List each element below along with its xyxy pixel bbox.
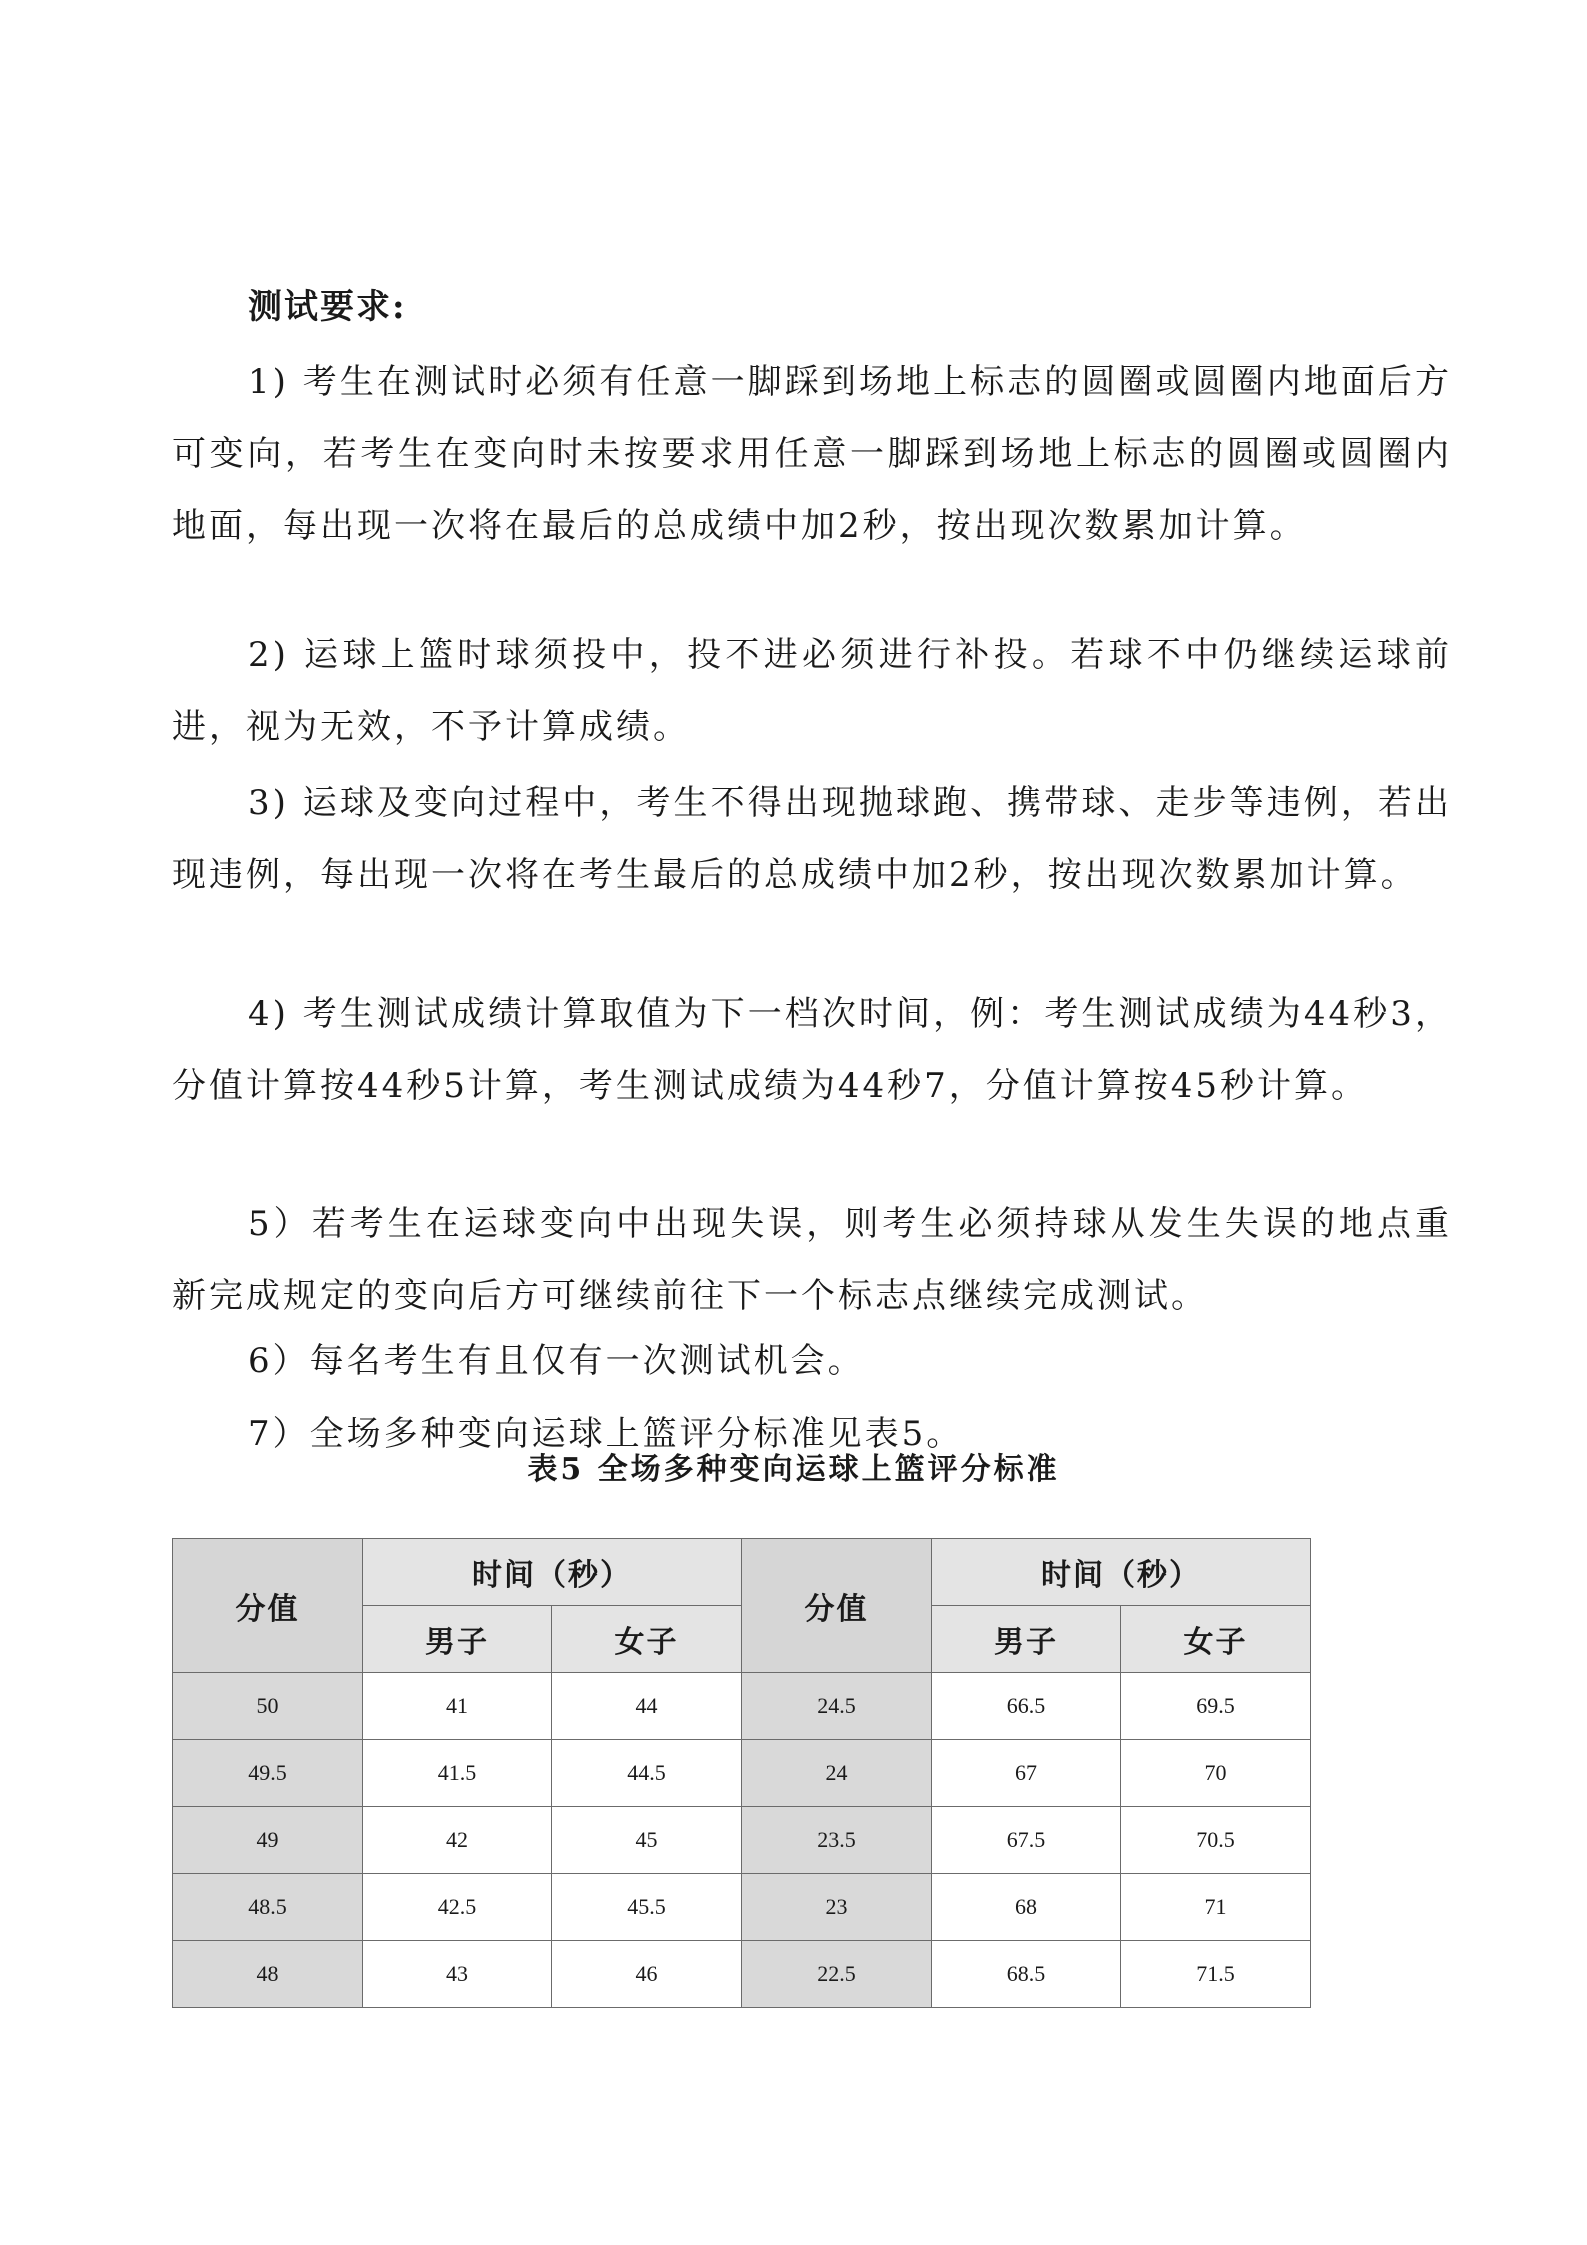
paragraph-1: 1) 考生在测试时必须有任意一脚踩到场地上标志的圆圈或圆圈内地面后方可变向，若考生在变向时未按要求用任意一脚踩到场地上标志的圆圈或圆圈内地面，每出现一次将在最后的总成绩中加2秒，按出现次数累加计算。: [172, 362, 1452, 546]
header-female-right: 女子: [1121, 1606, 1311, 1673]
cell-female-time: 70: [1121, 1740, 1311, 1807]
cell-female-time: 70.5: [1121, 1807, 1311, 1874]
table-row: [173, 1941, 1311, 2008]
paragraph-2: 2) 运球上篮时球须投中，投不进必须进行补投。若球不中仍继续运球前进，视为无效，不予计算成绩。: [172, 635, 1452, 747]
cell-score: 49: [173, 1807, 363, 1874]
table-row: [173, 1874, 1311, 1941]
cell-score: 23: [742, 1874, 932, 1941]
cell-score: 24.5: [742, 1673, 932, 1740]
cell-female-time: 71: [1121, 1874, 1311, 1941]
table-row: [173, 1740, 1311, 1807]
cell-female-time: 46: [552, 1941, 742, 2008]
table-row: [173, 1807, 1311, 1874]
cell-female-time: 45.5: [552, 1874, 742, 1941]
table-caption: 表5 全场多种变向运球上篮评分标准: [527, 1452, 1060, 1487]
table-row: [173, 1673, 1311, 1740]
section-heading: 测试要求:: [248, 287, 407, 327]
paragraph-5: 5）若考生在运球变向中出现失误，则考生必须持球从发生失误的地点重新完成规定的变向后方可继续前往下一个标志点继续完成测试。: [172, 1204, 1452, 1316]
cell-score: 22.5: [742, 1941, 932, 2008]
cell-score: 49.5: [173, 1740, 363, 1807]
cell-male-time: 67.5: [932, 1807, 1121, 1874]
cell-male-time: 43: [363, 1941, 552, 2008]
header-male-right: 男子: [932, 1606, 1121, 1673]
header-time-left: 时间（秒）: [363, 1539, 742, 1606]
cell-score: 23.5: [742, 1807, 932, 1874]
score-table: [172, 1538, 1311, 2008]
paragraph-7: 7）全场多种变向运球上篮评分标准见表5。: [248, 1414, 964, 1454]
cell-male-time: 41.5: [363, 1740, 552, 1807]
cell-score: 48.5: [173, 1874, 363, 1941]
cell-male-time: 41: [363, 1673, 552, 1740]
paragraph-3: 3) 运球及变向过程中，考生不得出现抛球跑、携带球、走步等违例，若出现违例，每出现一次将在考生最后的总成绩中加2秒，按出现次数累加计算。: [172, 783, 1452, 895]
cell-female-time: 69.5: [1121, 1673, 1311, 1740]
header-female-left: 女子: [552, 1606, 742, 1673]
cell-female-time: 44.5: [552, 1740, 742, 1807]
header-score-left: 分值: [173, 1539, 363, 1673]
header-time-right: 时间（秒）: [932, 1539, 1311, 1606]
cell-male-time: 67: [932, 1740, 1121, 1807]
header-male-left: 男子: [363, 1606, 552, 1673]
cell-female-time: 71.5: [1121, 1941, 1311, 2008]
cell-score: 24: [742, 1740, 932, 1807]
cell-score: 48: [173, 1941, 363, 2008]
paragraph-6: 6）每名考生有且仅有一次测试机会。: [248, 1341, 865, 1381]
cell-male-time: 42.5: [363, 1874, 552, 1941]
cell-male-time: 42: [363, 1807, 552, 1874]
cell-male-time: 66.5: [932, 1673, 1121, 1740]
cell-female-time: 45: [552, 1807, 742, 1874]
cell-female-time: 44: [552, 1673, 742, 1740]
cell-score: 50: [173, 1673, 363, 1740]
paragraph-4: 4) 考生测试成绩计算取值为下一档次时间，例：考生测试成绩为44秒3，分值计算按44秒5计算，考生测试成绩为44秒7，分值计算按45秒计算。: [172, 994, 1452, 1106]
header-score-right: 分值: [742, 1539, 932, 1673]
cell-male-time: 68.5: [932, 1941, 1121, 2008]
table-header-row: [173, 1539, 1311, 1606]
cell-male-time: 68: [932, 1874, 1121, 1941]
